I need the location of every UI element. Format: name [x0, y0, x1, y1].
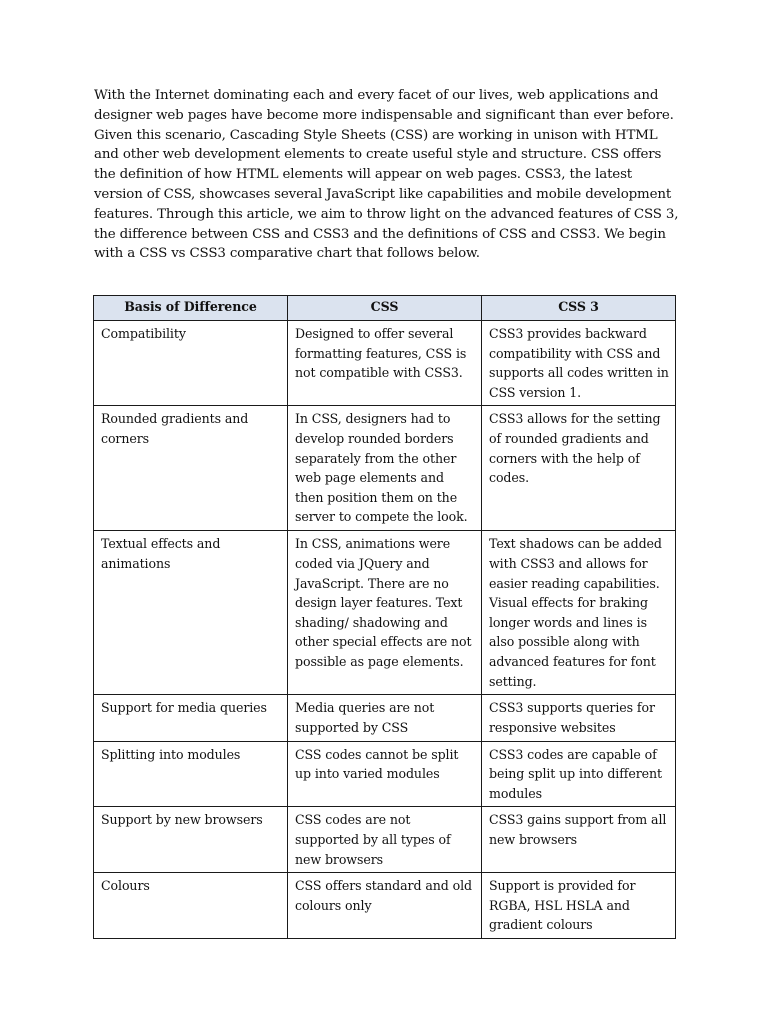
cell-css3: CSS3 gains support from all new browsers	[482, 807, 676, 873]
header-row	[94, 296, 676, 321]
cell-basis: Support by new browsers	[94, 807, 288, 873]
cell-css3: CSS3 supports queries for responsive websites	[482, 695, 676, 741]
cell-css3: CSS3 provides backward compatibility with CSS and supports all codes written in CSS version 1.	[482, 321, 676, 406]
cell-basis: Support for media queries	[94, 695, 288, 741]
cell-css: CSS codes cannot be split up into varied modules	[288, 741, 482, 807]
cell-css: Media queries are not supported by CSS	[288, 695, 482, 741]
intro-paragraph: With the Internet dominating each and every facet of our lives, web applications and designer web pages have become more indispensable and significant than ever before. Given this scenario, Cascading Style Sheets (CSS) are working in unison with HTML and other web development elements to create useful style and structure. CSS offers the definition of how HTML elements will appear on web pages. CSS3, the latest version of CSS, showcases several JavaScript like capabilities and mobile development features. Through this article, we aim to throw light on the advanced features of CSS 3, the difference between CSS and CSS3 and the definitions of CSS and CSS3. We begin with a CSS vs CSS3 comparative chart that follows below.	[94, 88, 679, 262]
cell-css3: Support is provided for RGBA, HSL HSLA and gradient colours	[482, 873, 676, 939]
table-row	[94, 321, 676, 406]
cell-basis: Splitting into modules	[94, 741, 288, 807]
cell-css3: CSS3 codes are capable of being split up into different modules	[482, 741, 676, 807]
cell-css: In CSS, designers had to develop rounded borders separately from the other web page elements and then position them on the server to compete the look.	[288, 406, 482, 531]
header-basis: Basis of Difference	[94, 296, 288, 321]
table-row	[94, 807, 676, 873]
table-body	[94, 321, 676, 939]
table-row	[94, 873, 676, 939]
cell-css: CSS codes are not supported by all types of new browsers	[288, 807, 482, 873]
comparison-table	[93, 295, 676, 939]
cell-css3: CSS3 allows for the setting of rounded gradients and corners with the help of codes.	[482, 406, 676, 531]
table-row	[94, 695, 676, 741]
table-row	[94, 741, 676, 807]
cell-css3: Text shadows can be added with CSS3 and allows for easier reading capabilities. Visual effects for braking longer words and lines is also possible along with advanced features for font setting.	[482, 531, 676, 695]
cell-css: CSS offers standard and old colours only	[288, 873, 482, 939]
table-row	[94, 531, 676, 695]
header-css3: CSS 3	[482, 296, 676, 321]
cell-css: Designed to offer several formatting features, CSS is not compatible with CSS3.	[288, 321, 482, 406]
cell-basis: Rounded gradients and corners	[94, 406, 288, 531]
table-row	[94, 406, 676, 531]
cell-basis: Compatibility	[94, 321, 288, 406]
header-css: CSS	[288, 296, 482, 321]
cell-basis: Colours	[94, 873, 288, 939]
cell-css: In CSS, animations were coded via JQuery and JavaScript. There are no design layer features. Text shading/ shadowing and other special effects are not possible as page elements.	[288, 531, 482, 695]
table-header	[94, 296, 676, 321]
cell-basis: Textual effects and animations	[94, 531, 288, 695]
